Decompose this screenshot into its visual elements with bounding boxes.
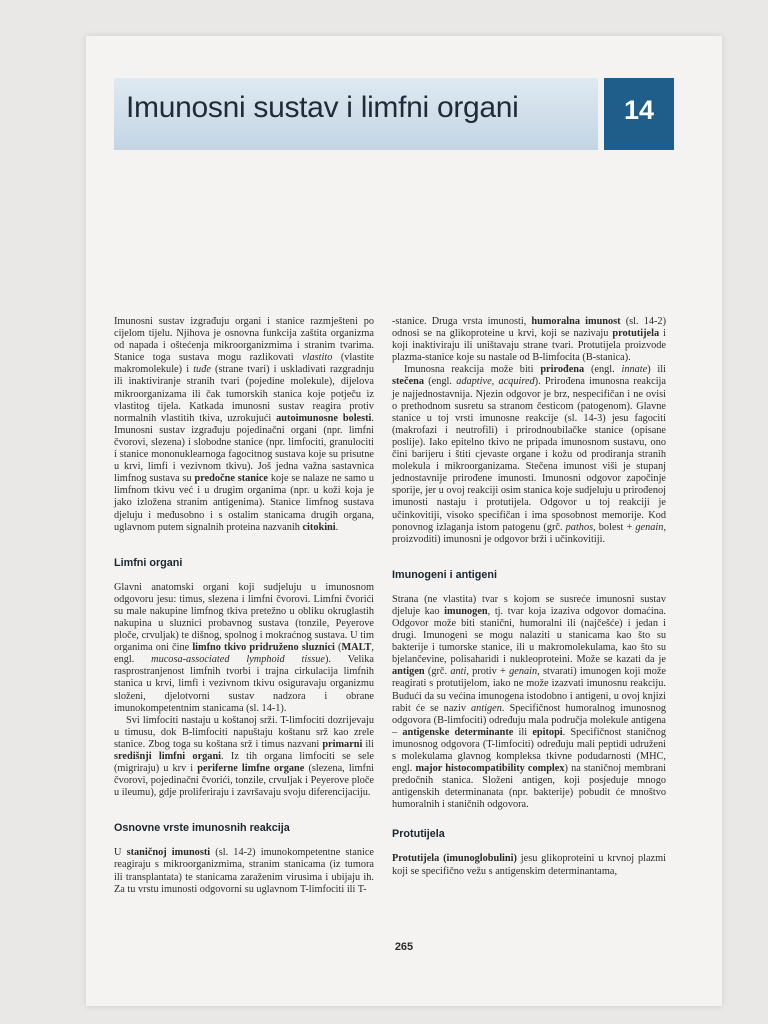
text-run: (strane tvari) i uskladivati razgradnju ili inaktiviranje stranih tvari (pojedine molekule), dijelova mikroorganizama ili čak tumorskih stanica koje potječu iz vlastitog tijela. Katkada imunosni sustav reagira protiv normalnih vlastitih tkiva, uzrokujući bbox=[114, 364, 374, 424]
text-run: i koji inaktiviraju ili uništavaju strane tvari. Protutijela proizvode plazma-stanice koje su nastale od B-limfocita (B-stanica). bbox=[392, 328, 666, 364]
text-run: ). Prirođena imunosna reakcija je najjednostavnija. Njezin odgovor je brz, nespecifičan i ne ovisi o prethodnom susretu sa stranom česticom (patogenom). Glavne stanice u toj vrsti imunosne reakcije (sl. 14-3) jesu fagociti (makrofazi i neutrofili) i prirodnoubilačke stanice (opisane poslije). Iako epitelno tkivo ne pripada imunosnom sustavu, ono čini barijeru i štiti cjevaste organe i kožu od prodiranja stranih molekula i mikroorganizama. Stečena imunost viši je stupanj jednostavnije prirođene imunosti. Imunosni odgovor započinje sporije, jer u ovoj reakciji osim stanica koje sudjeluju u prirođenoj imunosti nastaju i protutijela. Odgovor u toj reakciji je učinkovitiji, visoko specifičan i ima sposobnost memorije. Kod ponovnog izlaganja istom patogenu (grč. bbox=[392, 376, 666, 533]
bold-term: periferne limfne organe bbox=[197, 763, 305, 775]
italic-term: innate bbox=[621, 364, 648, 376]
text-run: koje se nalaze ne samo u limfnom tkivu već i u drugim organima (npr. u koži koja je jako izložena stranim antigenima). Stanice limfnog sustava djeluju i međusobno i s ostalim stanicama drugih organa, uglavnom putem signalnih proteina nazvanih bbox=[114, 473, 374, 533]
text-run: , bolest + bbox=[593, 521, 636, 533]
right-column bbox=[392, 316, 666, 878]
text-run: jesu glikoproteini u krvnoj plazmi koji se specifično vežu s antigenskim determinantama, bbox=[392, 853, 666, 877]
text-run: (vlastite makromolekule) i bbox=[114, 352, 375, 376]
italic-term: pathos bbox=[565, 521, 594, 533]
intro-paragraph bbox=[114, 316, 374, 534]
bold-term: predočne stanice bbox=[194, 473, 269, 485]
text-run: ). Velika rasprostranjenost limfnih tvorbi i trajna cirkulacija limfnih stanica u krvi, limfi i vezivnom tkivu osiguravaju organizmu složeni, djelotvorni sustav nadzora i obrane imunokompetentnim stanicama (sl. 14-1). bbox=[114, 654, 374, 714]
left-column bbox=[114, 316, 374, 896]
text-run: . Iz tih organa limfociti se sele (migriraju) u krv i bbox=[114, 751, 375, 775]
text-run: Strana (ne vlastita) tvar s kojom se susreće imunosni sustav djeluje kao bbox=[392, 593, 666, 617]
text-run: . Specifičnost staničnog imunosnog odgovora (T-limfociti) određuju mali peptidi udruženi s molekulama glavnog kompleksa tkivne podudarnosti (MHC, engl. bbox=[392, 726, 666, 775]
continuation-paragraph bbox=[392, 316, 666, 364]
text-run: (engl. bbox=[424, 376, 457, 388]
text-run: . Imunosni sustav izgrađuju pojedinačni organi (npr. limfni čvorovi, slezena) i slobodne stanice (npr. limfociti, granulociti i stanice mononuklearnoga fagocitnog sustava koje su prisutne u krvi, limfi i vezivnom tkivu). Još jedna važna sastavnica limfnog sustava su bbox=[114, 412, 374, 485]
bold-term: antigenske determinante bbox=[402, 726, 514, 738]
heading-protutijela: Protutijela bbox=[392, 828, 445, 841]
bold-term: stečena bbox=[392, 376, 425, 388]
bold-term: primarni bbox=[322, 738, 363, 750]
immunogens-paragraph bbox=[392, 594, 666, 812]
bold-term: citokini bbox=[302, 521, 336, 533]
italic-term: anti bbox=[450, 666, 467, 678]
italic-term: tuđe bbox=[193, 364, 211, 376]
text-run: ) ili bbox=[647, 364, 667, 376]
italic-term: mucosa-associated lymphoid tissue bbox=[151, 654, 325, 666]
bold-term: MALT bbox=[341, 642, 372, 654]
text-run: -stanice. Druga vrsta imunosti, bbox=[392, 316, 532, 327]
text-run: Svi limfociti nastaju u koštanoj srži. T-limfociti dozrijevaju u timusu, dok B-limfociti napuštaju koštanu srž kao zrele stanice. Zbog toga su koštana srž i timus nazvani bbox=[114, 714, 374, 750]
bold-term: protutijela bbox=[612, 328, 660, 340]
text-run: U bbox=[114, 847, 127, 859]
bold-term: staničnoj imunosti bbox=[126, 847, 211, 859]
bold-term: humoralna imunost bbox=[531, 316, 621, 327]
text-run: ili bbox=[513, 726, 533, 738]
lymph-organs-paragraph bbox=[114, 582, 374, 715]
bold-term: imunogen bbox=[444, 605, 488, 617]
page-number: 265 bbox=[394, 941, 414, 953]
chapter-title-bar bbox=[114, 78, 598, 150]
text-run: (engl. bbox=[584, 364, 622, 376]
text-run: . Specifičnost humoralnog imunosnog odgovora (B-limfociti) određuju mala područja molekule antigena – bbox=[392, 702, 666, 738]
antibodies-paragraph bbox=[392, 853, 666, 877]
bold-term: Protutijela (imunoglobulini) bbox=[392, 853, 517, 865]
text-run: ( bbox=[334, 642, 342, 654]
text-run: (sl. 14-2) imunokompetentne stanice reagiraju s mikroorganizmima, stranim stanicama (iz tumora ili transplantata) te stanicama zaraženim virusima i ubijaju ih. Za tu vrstu imunosti odgovorni su uglavnom T-limfociti ili T- bbox=[114, 847, 375, 895]
text-run: , stvarati) imunogen koji može reagirati s protutijelom, iako ne može izazvati imunosnu reakciju. Budući da su većina imunogena istodobno i antigeni, u ovoj knjizi rabit će se naziv bbox=[392, 666, 666, 714]
bold-term: prirođena bbox=[540, 364, 585, 376]
italic-term: genain bbox=[509, 666, 538, 678]
reactions-paragraph bbox=[114, 847, 374, 895]
text-run: Glavni anatomski organi koji sudjeluju u imunosnom odgovoru jesu: timus, slezena i limfni čvorovi. Limfni čvorići su male nakupine limfnog tkiva pretežno u obliku okruglastih nakupina u sluznici probavnog sustava (tonzile, Peyerove ploče, crvuljak) te dišnog, spolnog i mokraćnog sustava. U tim organima oni čine bbox=[114, 581, 374, 654]
text-run: Imunosni sustav izgrađuju organi i stanice razmješteni po cijelom tijelu. Njihova je osnovna funkcija zaštita organizma od napada i oštećenja mikroorganizmima i stranim tvarima. Stanice toga sustava mogu razlikovati bbox=[114, 316, 374, 364]
bold-term: epitopi bbox=[532, 726, 563, 738]
bold-term: središnji limfni organi bbox=[114, 751, 222, 762]
heading-imunosne-reakcije: Osnovne vrste imunosnih reakcija bbox=[114, 822, 290, 835]
text-run: , proizvoditi) imunosni je odgovor brži i učinkovitiji. bbox=[392, 521, 667, 545]
text-run: Imunosna reakcija može biti bbox=[404, 364, 541, 376]
italic-term: antigen bbox=[471, 702, 502, 714]
text-run: (slezena, limfni čvorovi, pojedinačni čvorići, tonzile, crvuljak i Peyerove ploče u ileumu), gdje proliferiraju i završavaju svoju diferencijaciju. bbox=[114, 763, 374, 799]
text-run: ili bbox=[362, 738, 374, 750]
lymph-organs-paragraph-2 bbox=[114, 715, 374, 800]
heading-limfni-organi: Limfni organi bbox=[114, 556, 183, 569]
text-run: , tj. tvar koja izaziva odgovor domaćina. Odgovor može biti stanični, humoralni ili (najčešće) i jedan i drugi. Imunogeni se mogu nalaziti u stanicama kao što su bakterije i tumorske stanice, ili u makromolekulama, kao što su bjelančevine, polisaharidi i nukleoproteini. Može se kazati da je bbox=[392, 605, 666, 666]
chapter-title: Imunosni sustav i limfni organi bbox=[126, 91, 519, 124]
text-run: . bbox=[335, 521, 339, 533]
bold-term: antigen bbox=[392, 666, 425, 678]
bold-term: major histocompatibility complex bbox=[415, 763, 565, 775]
bold-term: limfno tkivo pridruženo sluznici bbox=[192, 642, 335, 654]
text-run: , engl. bbox=[114, 642, 374, 666]
chapter-number-box bbox=[604, 78, 674, 150]
chapter-number: 14 bbox=[623, 95, 655, 125]
text-run: (sl. 14-2) odnosi se na glikoproteine u krvi, koji se nazivaju bbox=[392, 316, 666, 340]
text-run: , protiv + bbox=[466, 666, 510, 678]
italic-term: genain bbox=[635, 521, 664, 533]
text-run: (grč. bbox=[424, 666, 451, 678]
italic-term: adaptive, acquired bbox=[456, 376, 535, 388]
bold-term: autoimunosne bolesti bbox=[276, 412, 372, 424]
italic-term: vlastito bbox=[302, 352, 333, 364]
heading-imunogeni-antigeni: Imunogeni i antigeni bbox=[392, 568, 497, 581]
text-run: ) na staničnoj membrani predočnih stanica. Složeni antigen, koji posjeduje mnogo antigenskih determinanata (npr. bakterije) pobudit će mnoštvo humoralnih i staničnih odgovora. bbox=[392, 763, 666, 811]
innate-paragraph bbox=[392, 364, 666, 545]
book-page bbox=[86, 36, 722, 1006]
